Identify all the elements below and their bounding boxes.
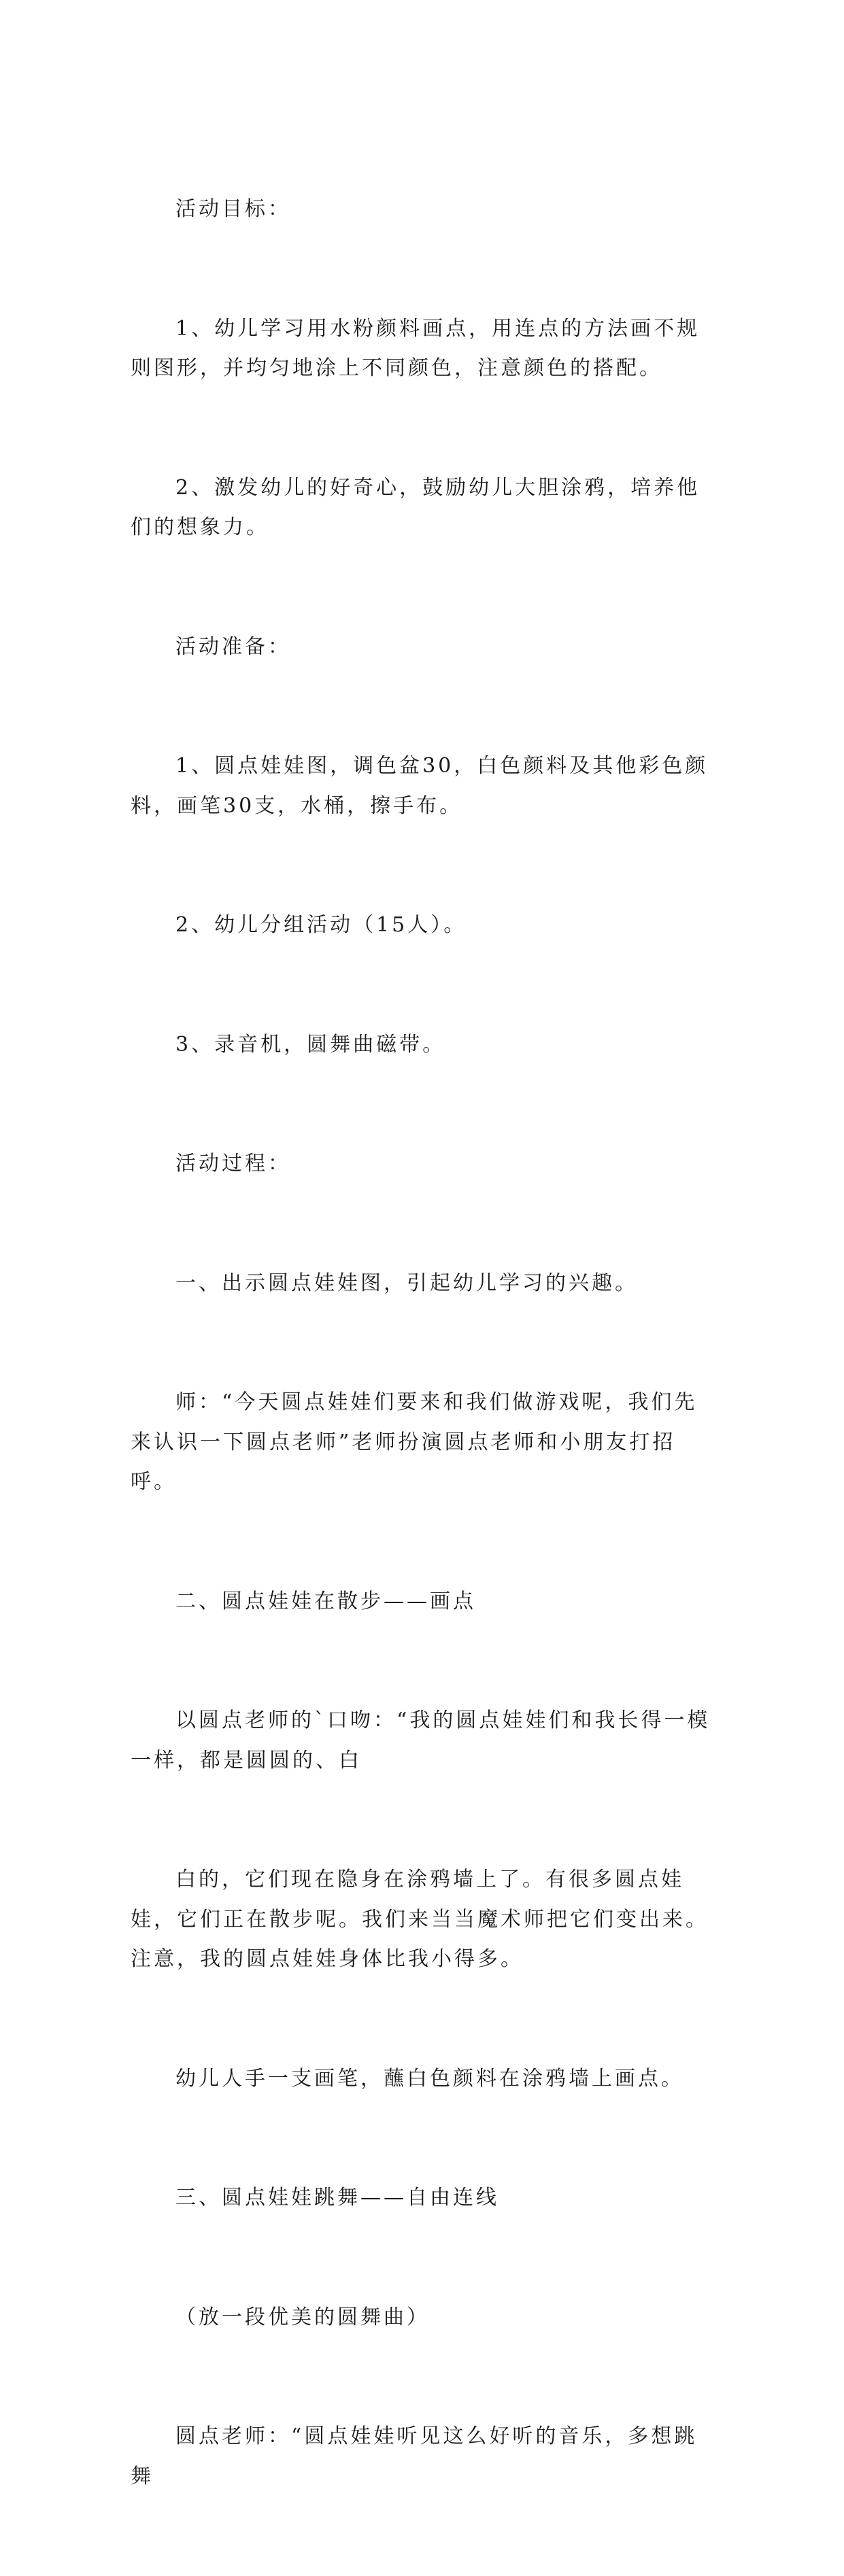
paragraph-preparation-2: 2、幼儿分组活动（15人）。 — [175, 913, 467, 937]
paragraph-preparation-1: 1、圆点娃娃图，调色盆30，白色颜料及其他彩色颜料，画笔30支，水桶，擦手布。 — [131, 754, 709, 818]
paragraph-goal-2: 2、激发幼儿的好奇心，鼓励幼儿大胆涂鸦，培养他们的想象力。 — [131, 475, 700, 539]
paragraph-heading-preparation: 活动准备： — [175, 634, 291, 659]
paragraph-step-2: 二、圆点娃娃在散步——画点 — [175, 1589, 476, 1613]
paragraph-teacher-dialogue-1: 师：“今天圆点娃娃们要来和我们做游戏呢，我们先来认识一下圆点老师”老师扮演圆点老师和小朋友打招呼。 — [131, 1390, 698, 1494]
paragraph-step-3: 三、圆点娃娃跳舞——自由连线 — [175, 2186, 499, 2210]
document-body — [131, 110, 715, 2576]
paragraph-heading-process: 活动过程： — [175, 1152, 291, 1175]
paragraph-children-activity: 幼儿人手一支画笔，蘸白色颜料在涂鸦墙上画点。 — [175, 2066, 684, 2091]
paragraph-goal-1: 1、幼儿学习用水粉颜料画点，用连点的方法画不规则图形，并均匀地涂上不同颜色，注意颜色的搭配。 — [131, 316, 700, 380]
paragraph-teacher-dialogue-2: 以圆点老师的`口吻：“我的圆点娃娃们和我长得一模一样，都是圆圆的、白 — [131, 1708, 711, 1772]
paragraph-preparation-3: 3、录音机，圆舞曲磁带。 — [175, 1032, 446, 1057]
paragraph-teacher-dialogue-3: 圆点老师：“圆点娃娃听见这么好听的音乐，多想跳舞 — [131, 2424, 698, 2488]
paragraph-teacher-dialogue-2-continued: 白的，它们现在隐身在涂鸦墙上了。有很多圆点娃娃，它们正在散步呢。我们来当当魔术师把它们变出来。注意，我的圆点娃娃身体比我小得多。 — [131, 1868, 709, 1971]
paragraph-step-1: 一、出示圆点娃娃图，引起幼儿学习的兴趣。 — [175, 1271, 638, 1295]
paragraph-heading-goals: 活动目标： — [175, 197, 291, 221]
paragraph-music-note: （放一段优美的圆舞曲） — [175, 2305, 430, 2329]
